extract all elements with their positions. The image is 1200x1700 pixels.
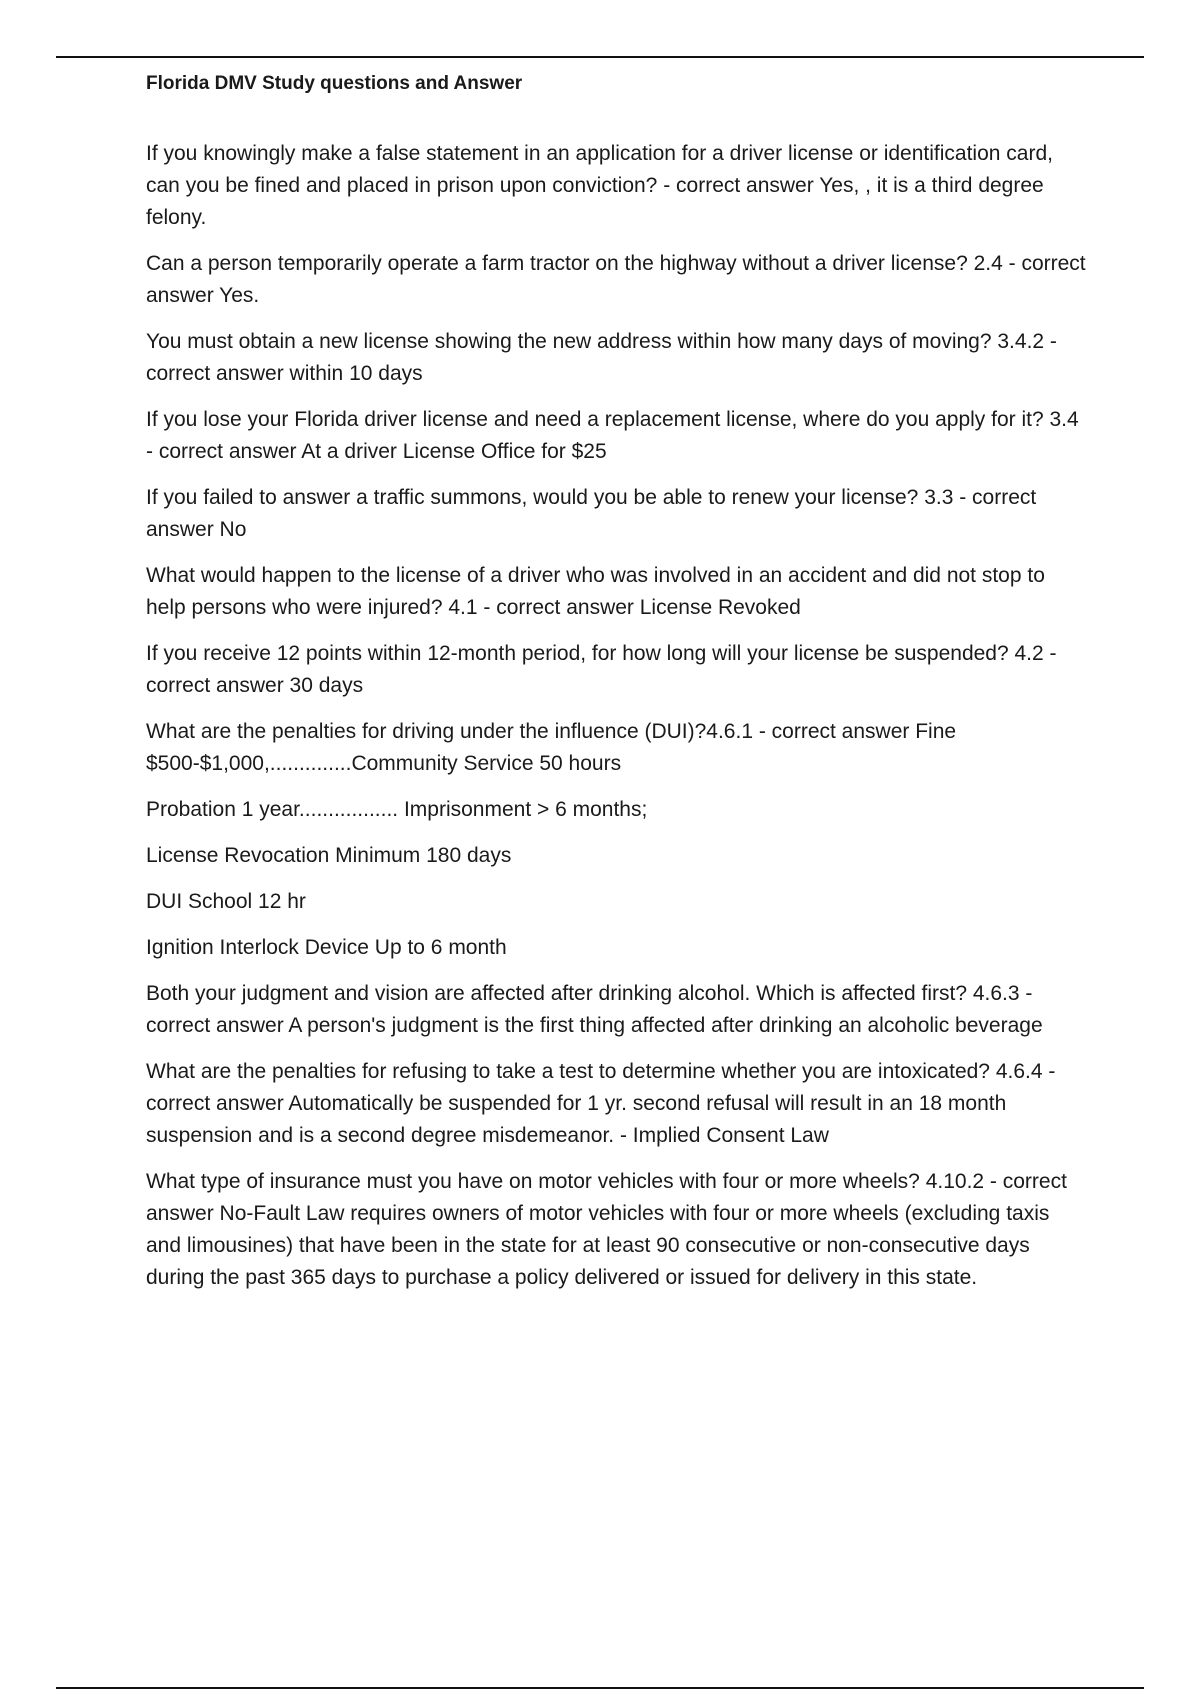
paragraph-15: What type of insurance must you have on motor vehicles with four or more wheels? 4.10.2 - correct answer No-Fault Law requires owners of motor vehicles with four or more wheels (excluding taxis and limousines) that have been in the state for at least 90 consecutive or non-consecutive days during the past 365 days to purchase a policy delivered or issued for delivery in this state. (146, 1170, 1067, 1289)
document-body (146, 70, 1086, 1308)
paragraph-6: What would happen to the license of a driver who was involved in an accident and did not stop to help persons who were injured? 4.1 - correct answer License Revoked (146, 564, 1045, 619)
document-title: Florida DMV Study questions and Answer (146, 73, 523, 94)
paragraph-2: Can a person temporarily operate a farm tractor on the highway without a driver license? 2.4 - correct answer Yes. (146, 252, 1086, 307)
paragraph-11: DUI School 12 hr (146, 890, 306, 913)
paragraph-1: If you knowingly make a false statement in an application for a driver license or identification card, can you be fined and placed in prison upon conviction? - correct answer Yes, , it is a third degree felony. (146, 142, 1053, 229)
paragraph-3: You must obtain a new license showing the new address within how many days of moving? 3.4.2 - correct answer within 10 days (146, 330, 1057, 385)
paragraph-13: Both your judgment and vision are affected after drinking alcohol. Which is affected first? 4.6.3 - correct answer A person's judgment is the first thing affected after drinking an alcoholic beverage (146, 982, 1043, 1037)
paragraph-9: Probation 1 year................. Imprisonment > 6 months; (146, 798, 648, 821)
bottom-rule (56, 1687, 1144, 1689)
paragraph-5: If you failed to answer a traffic summons, would you be able to renew your license? 3.3 - correct answer No (146, 486, 1037, 541)
paragraph-7: If you receive 12 points within 12-month period, for how long will your license be suspended? 4.2 - correct answer 30 days (146, 642, 1057, 697)
paragraph-12: Ignition Interlock Device Up to 6 month (146, 936, 507, 959)
paragraph-4: If you lose your Florida driver license and need a replacement license, where do you apply for it? 3.4 - correct answer At a driver License Office for $25 (146, 408, 1079, 463)
paragraph-10: License Revocation Minimum 180 days (146, 844, 512, 867)
paragraph-8: What are the penalties for driving under the influence (DUI)?4.6.1 - correct answer Fine $500-$1,000,..............Community Service 50 hours (146, 720, 957, 775)
top-rule (56, 56, 1144, 58)
paragraph-14: What are the penalties for refusing to take a test to determine whether you are intoxicated? 4.6.4 - correct answer Automatically be suspended for 1 yr. second refusal will result in an 18 month suspension and is a second degree misdemeanor. - Implied Consent Law (146, 1060, 1056, 1147)
